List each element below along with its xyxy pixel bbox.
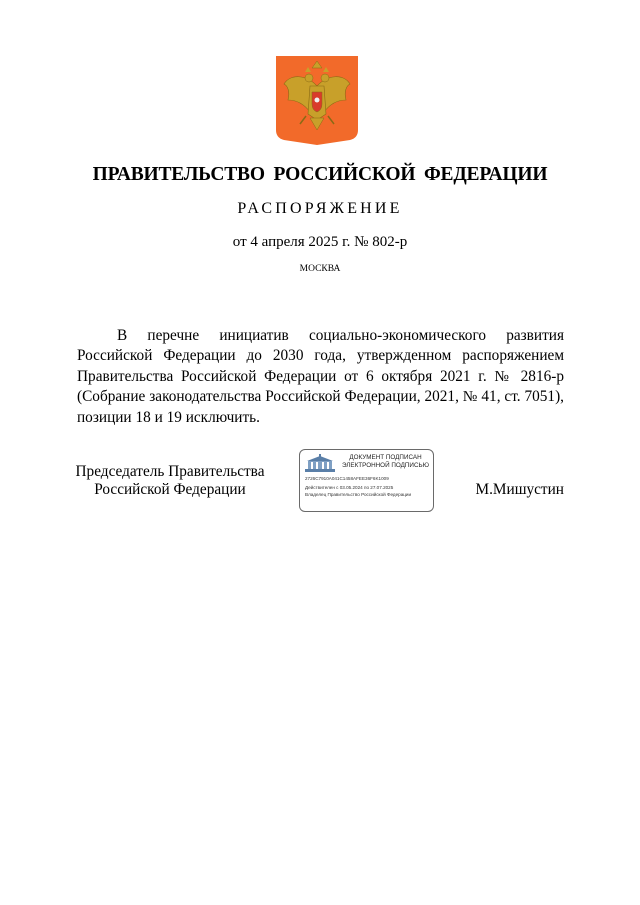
signatory-name: М.Мишустин	[475, 481, 564, 498]
emblem-icon	[305, 454, 335, 472]
signatory-position-line1: Председатель Правительства	[75, 463, 265, 480]
stamp-title	[338, 454, 433, 470]
electronic-signature-stamp	[299, 449, 434, 512]
stamp-certificate: 2726C7910A041C1458AFEE36F6K1009	[305, 476, 389, 481]
document-city: МОСКВА	[299, 264, 341, 274]
signatory-position-line2: Российской Федерации	[94, 481, 246, 498]
document-date-number: от 4 апреля 2025 г. № 802-р	[232, 234, 408, 250]
stamp-title-line2: ЭЛЕКТРОННОЙ ПОДПИСЬЮ	[341, 462, 430, 469]
stamp-title-line1: ДОКУМЕНТ ПОДПИСАН	[349, 454, 422, 461]
stamp-owner: Владелец Правительство Российской Федерации	[305, 492, 412, 497]
government-title: ПРАВИТЕЛЬСТВО РОССИЙСКОЙ ФЕДЕРАЦИИ	[92, 164, 548, 185]
stamp-validity: Действителен с 03.05.2024 по 27.07.2025	[305, 485, 394, 490]
coat-of-arms-emblem	[276, 56, 358, 145]
document-type: РАСПОРЯЖЕНИЕ	[237, 200, 403, 217]
signatory-position	[70, 463, 270, 499]
body-paragraph: В перечне инициатив социально-экономического развития Российской Федерации до 2030 года, утвержденном распоряжением Правительства Российской Федерации от 6 октября 2021 г. № 2816-р (Собрание законодательства Российской Федерации, 2021, № 41, ст. 7051), позиции 18 и 19 исключить.	[77, 327, 564, 426]
